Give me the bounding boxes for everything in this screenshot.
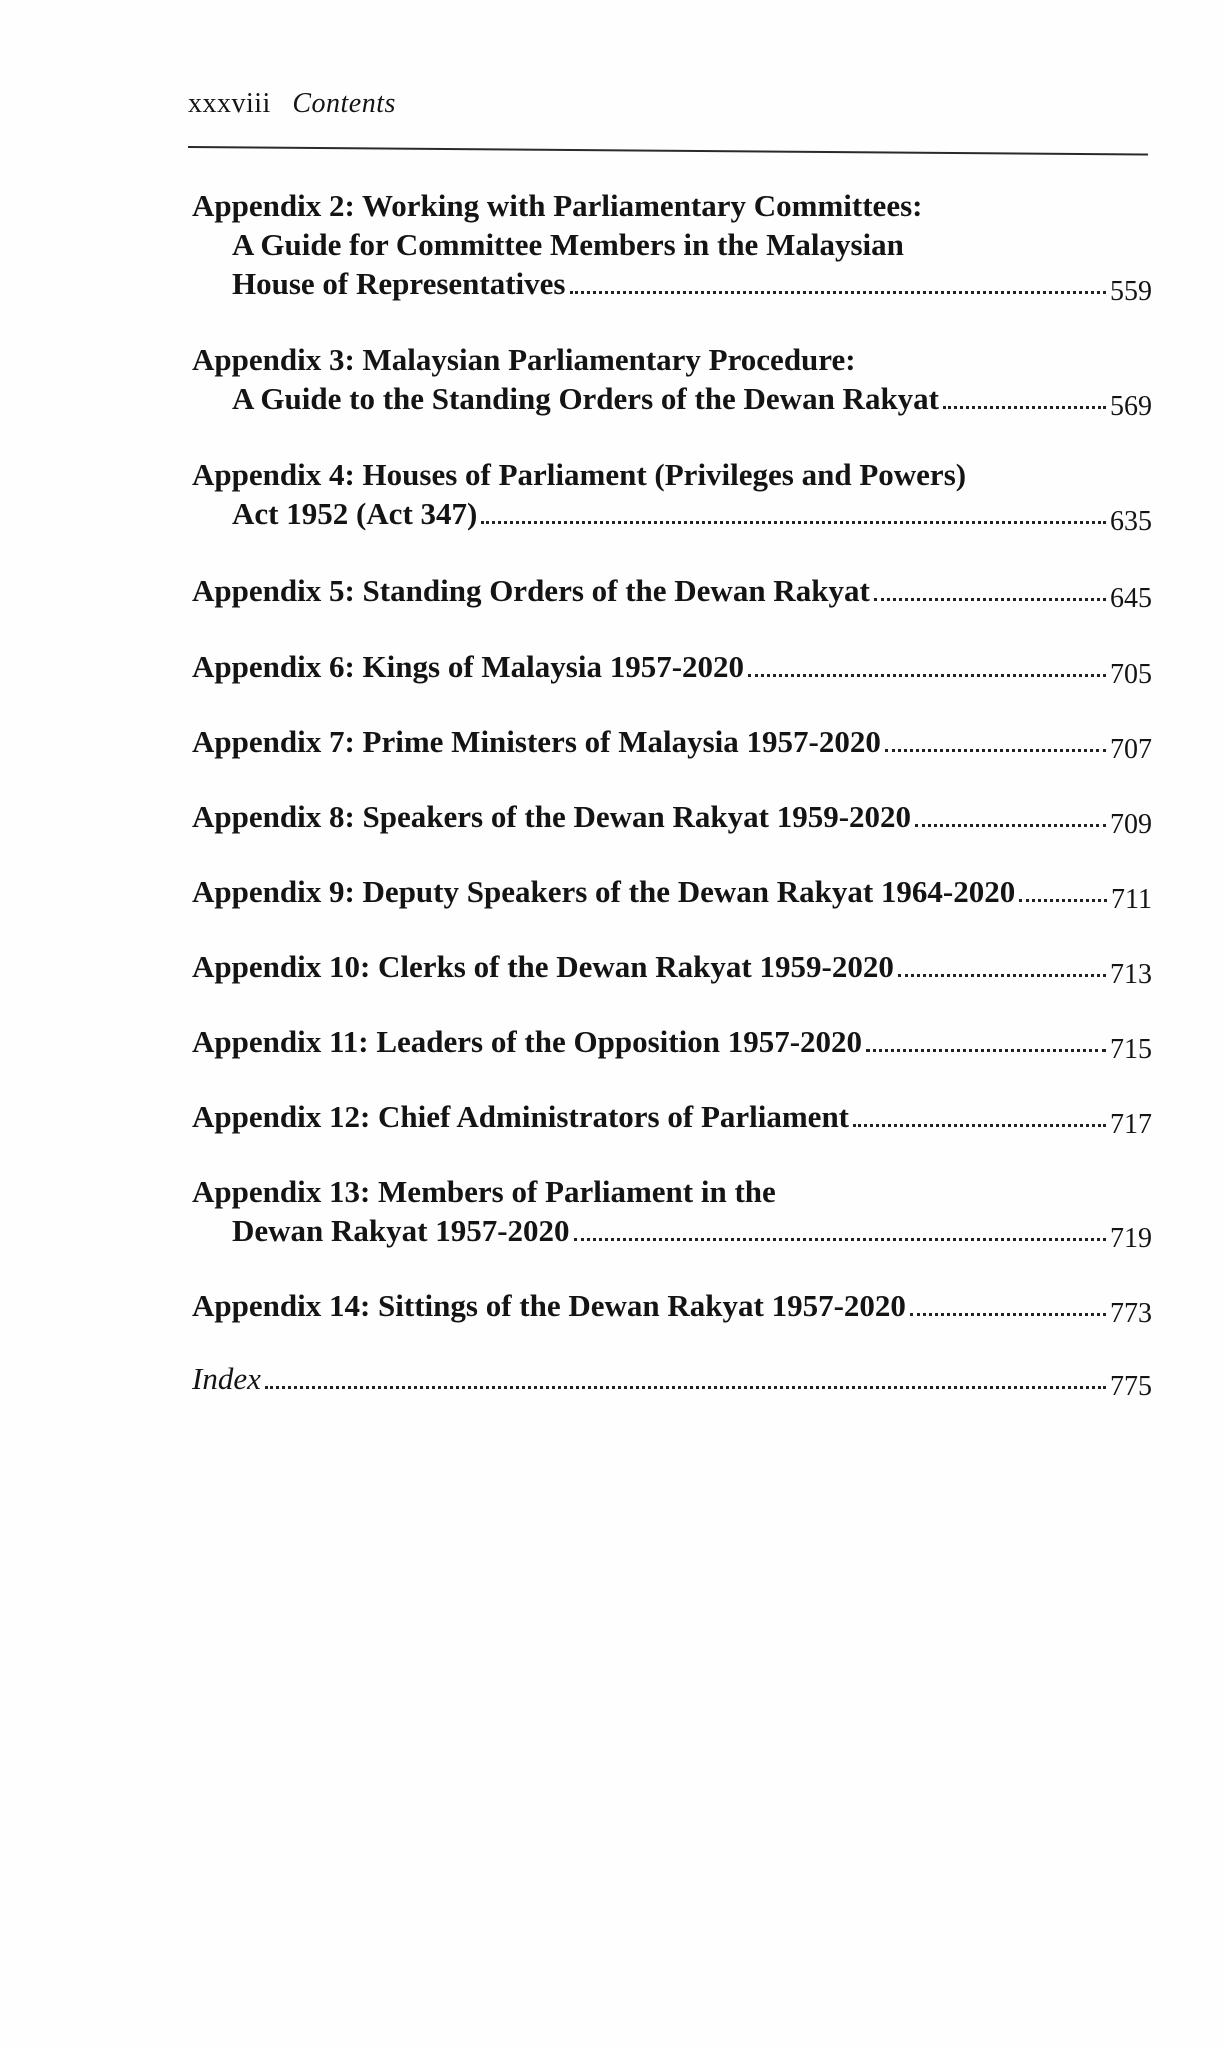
dot-leader (874, 598, 1106, 601)
toc-entry-line: A Guide for Committee Members in the Malaysian (232, 227, 904, 262)
dot-leader (866, 1049, 1106, 1052)
toc-entry-appendix-5[interactable] (192, 571, 1152, 614)
toc-page-number: 707 (1110, 734, 1152, 765)
header-rule (188, 146, 1148, 156)
toc-entry-text: A Guide to the Standing Orders of the Dewan Rakyat (232, 381, 940, 416)
toc-entry-final-line (192, 1211, 1152, 1254)
toc-entry-final-line (192, 947, 1152, 990)
toc-page-number: 705 (1110, 659, 1152, 690)
running-header (188, 88, 396, 120)
dot-leader (853, 1124, 1106, 1127)
toc-entry-appendix-14[interactable] (192, 1286, 1152, 1329)
toc-entry-appendix-12[interactable] (192, 1097, 1152, 1140)
toc-entry-appendix-10[interactable] (192, 947, 1152, 990)
header-page-number: xxxviii (188, 88, 271, 119)
dot-leader (915, 824, 1106, 827)
dot-leader (265, 1386, 1106, 1389)
toc-entry-text: Appendix 9: Deputy Speakers of the Dewan Rakyat 1964-2020 (192, 874, 1016, 909)
toc-page-number: 773 (1110, 1298, 1152, 1329)
toc-entry-text: Appendix 12: Chief Administrators of Parliament (192, 1099, 850, 1134)
toc-entry-final-line (192, 1359, 1152, 1402)
toc-page-number: 711 (1111, 884, 1152, 915)
toc-page-number: 715 (1110, 1034, 1152, 1065)
toc-entry-appendix-11[interactable] (192, 1022, 1152, 1065)
header-section-title: Contents (292, 88, 396, 119)
toc-entry-text: Index (192, 1361, 261, 1396)
toc-entry-appendix-3[interactable] (192, 340, 1152, 422)
toc-entry-text: Appendix 7: Prime Ministers of Malaysia 1957-2020 (192, 724, 881, 759)
toc-page-number: 645 (1110, 583, 1152, 614)
dot-leader (1019, 899, 1107, 902)
toc-entry-appendix-9[interactable] (192, 872, 1152, 915)
toc-entry-final-line (192, 872, 1152, 915)
toc-entry-text: Appendix 10: Clerks of the Dewan Rakyat 1959-2020 (192, 949, 894, 984)
toc-entry-final-line (192, 1022, 1152, 1065)
toc-entry-text: Appendix 11: Leaders of the Opposition 1957-2020 (192, 1024, 863, 1059)
toc-entry-final-line (192, 1097, 1152, 1140)
toc-entry-appendix-6[interactable] (192, 647, 1152, 690)
toc-entry-line: Appendix 2: Working with Parliamentary Committees: (192, 188, 923, 223)
toc-entry-line: Appendix 4: Houses of Parliament (Privileges and Powers) (192, 457, 967, 492)
toc-entry-appendix-13[interactable] (192, 1172, 1152, 1254)
toc-entry-text: Dewan Rakyat 1957-2020 (232, 1213, 570, 1248)
toc-page-number: 635 (1110, 506, 1152, 537)
dot-leader (885, 749, 1106, 752)
dot-leader (910, 1313, 1106, 1316)
toc-page-number: 559 (1110, 276, 1152, 307)
toc-entry-final-line (192, 264, 1152, 307)
toc-page-number: 717 (1110, 1109, 1152, 1140)
toc-entry-line: Appendix 3: Malaysian Parliamentary Procedure: (192, 342, 856, 377)
toc-entry-final-line (192, 797, 1152, 840)
toc-entry-appendix-2[interactable] (192, 186, 1152, 307)
dot-leader (481, 521, 1106, 524)
dot-leader (898, 974, 1106, 977)
toc-entry-text: House of Representatives (232, 266, 566, 301)
toc-entry-appendix-7[interactable] (192, 722, 1152, 765)
toc-entry-final-line (192, 722, 1152, 765)
dot-leader (574, 1238, 1106, 1241)
toc-entry-text: Appendix 5: Standing Orders of the Dewan Rakyat (192, 573, 870, 608)
dot-leader (570, 291, 1107, 294)
toc-page-number: 569 (1110, 391, 1152, 422)
toc-page-number: 713 (1110, 959, 1152, 990)
toc-entry-final-line (192, 571, 1152, 614)
dot-leader (748, 674, 1106, 677)
toc-entry-text: Act 1952 (Act 347) (232, 496, 478, 531)
toc-entry-final-line (192, 494, 1152, 537)
dot-leader (943, 406, 1106, 409)
toc-entry-appendix-4[interactable] (192, 455, 1152, 537)
toc-entry-final-line (192, 1286, 1152, 1329)
toc-page-number: 719 (1110, 1223, 1152, 1254)
toc-entry-final-line (192, 379, 1152, 422)
toc-entry-index[interactable] (192, 1359, 1152, 1402)
toc-page-number: 709 (1110, 809, 1152, 840)
toc-page-number: 775 (1110, 1371, 1152, 1402)
toc-entry-final-line (192, 647, 1152, 690)
toc-entry-appendix-8[interactable] (192, 797, 1152, 840)
toc-entry-text: Appendix 6: Kings of Malaysia 1957-2020 (192, 649, 745, 684)
toc-entry-text: Appendix 8: Speakers of the Dewan Rakyat 1959-2020 (192, 799, 912, 834)
toc-entry-text: Appendix 14: Sittings of the Dewan Rakyat 1957-2020 (192, 1288, 906, 1323)
toc-entry-line: Appendix 13: Members of Parliament in the (192, 1174, 776, 1209)
